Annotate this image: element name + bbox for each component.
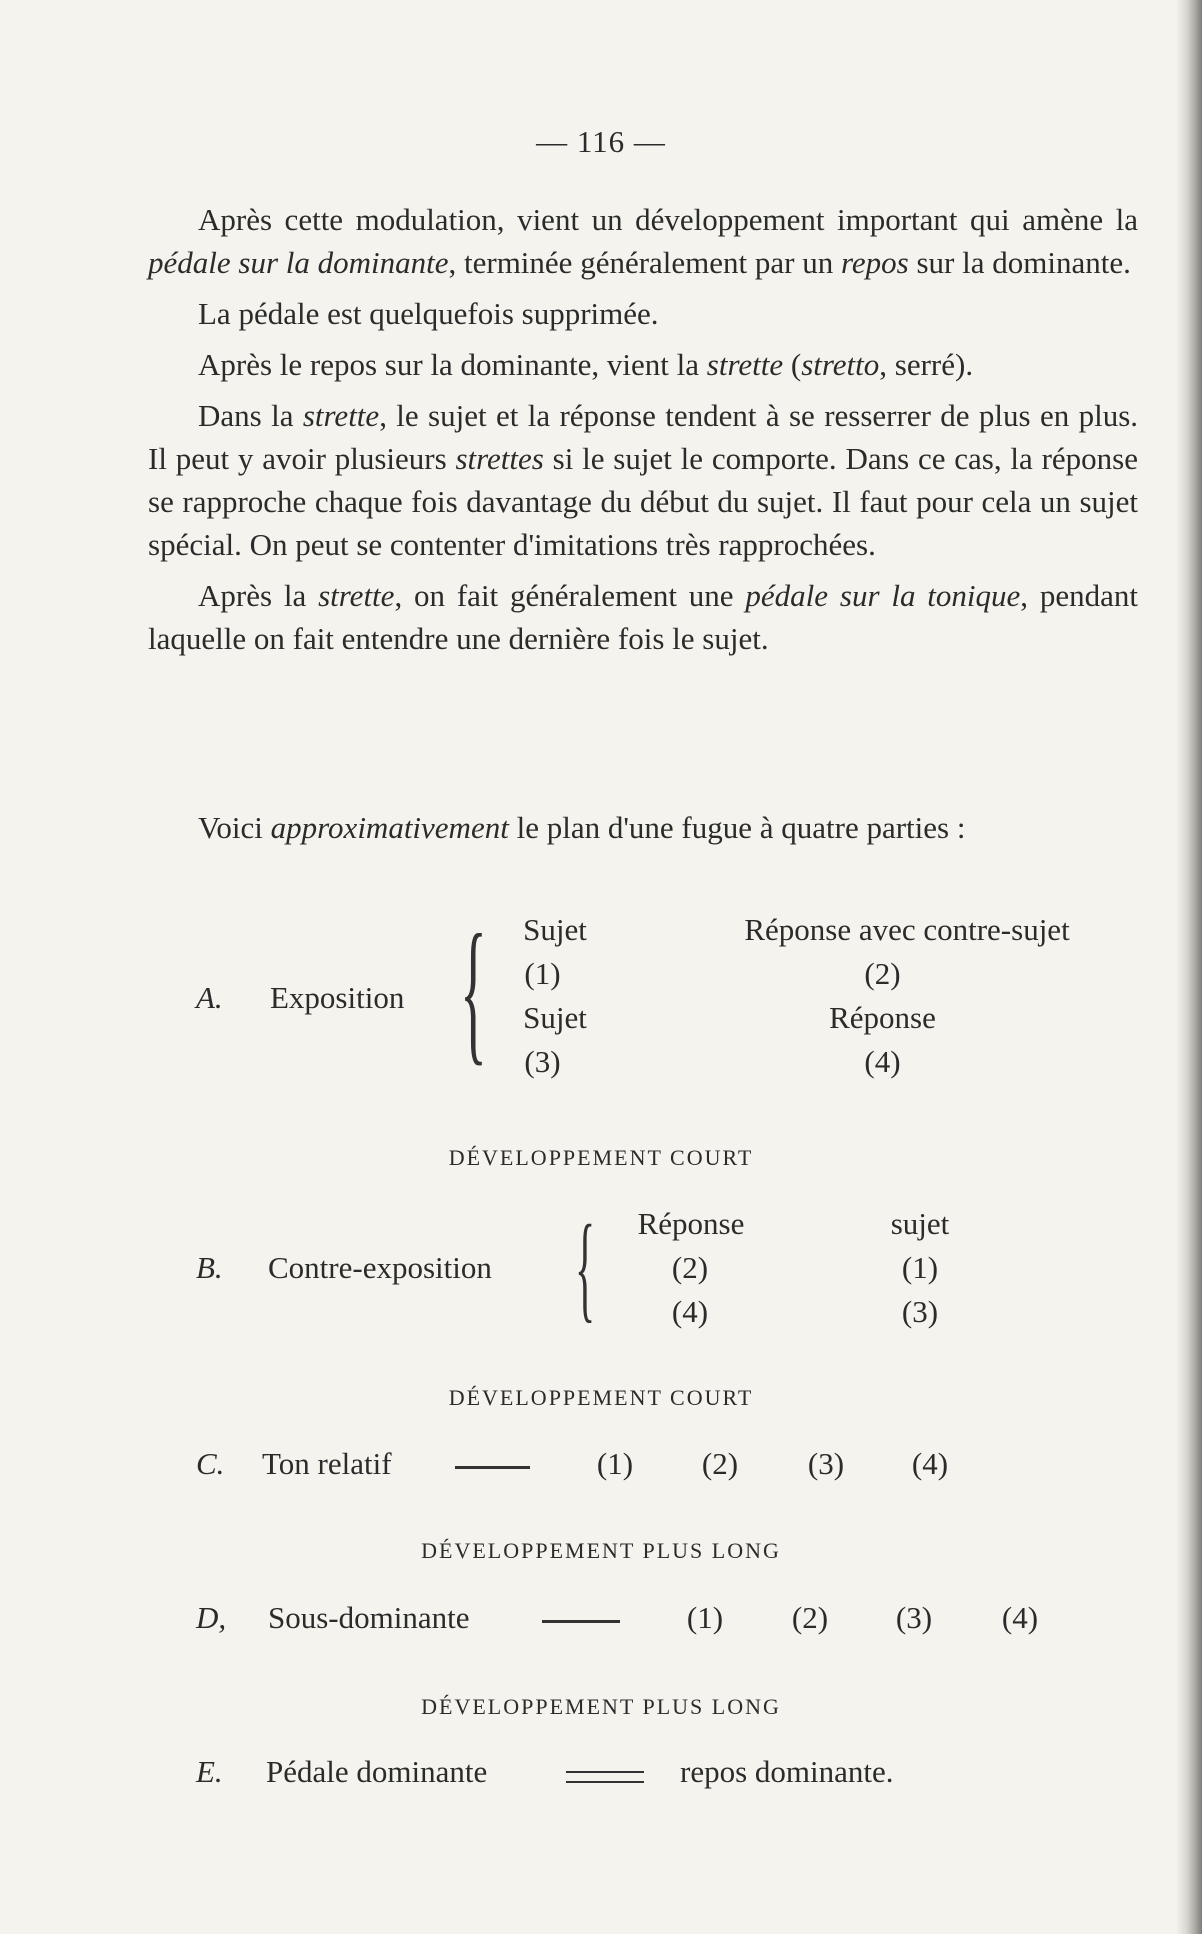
italic-term: approximativement [270, 810, 509, 845]
exposition-col1-row2: (1) [524, 956, 561, 991]
paragraph [148, 574, 1138, 660]
sous-dominante-item: (1) [686, 1600, 724, 1635]
contre-exposition-col1-row3: (4) [671, 1294, 709, 1329]
text-run: Après la [198, 578, 319, 613]
section-label-contre-exposition: Contre-exposition [268, 1250, 492, 1285]
text-run: , pendant laquelle on fait entendre une dernière fois le sujet. [148, 578, 1139, 656]
text-run: sur la dominante. [908, 245, 1131, 280]
sous-dominante-item: (2) [791, 1600, 829, 1635]
exposition-col2-row2: (2) [864, 956, 901, 991]
section-label-exposition: Exposition [270, 980, 405, 1015]
text-run: ( [783, 347, 802, 382]
pedale-dominante-result: repos dominante. [680, 1754, 894, 1789]
exposition-col1-row1: Sujet [523, 912, 587, 947]
paragraph [148, 394, 1138, 566]
exposition-col2-row3: Réponse [829, 1000, 936, 1035]
text-run: Après le repos sur la dominante, vient la [198, 347, 707, 382]
ton-relatif-item: (3) [807, 1446, 845, 1481]
paragraph [148, 806, 1138, 849]
italic-term: strette [318, 578, 395, 613]
brace: { [460, 901, 487, 1079]
body-text [148, 198, 1138, 660]
italic-term: strette [706, 347, 784, 382]
paragraph [148, 292, 1138, 335]
section-letter-d: D, [196, 1600, 227, 1635]
italic-term: strette [302, 398, 380, 433]
italic-term: pédale sur la dominante [148, 245, 449, 280]
ton-relatif-item: (2) [701, 1446, 739, 1481]
sous-dominante-item: (4) [1001, 1600, 1039, 1635]
contre-exposition-col2-row2: (1) [901, 1250, 939, 1285]
italic-term: pédale sur la tonique [745, 578, 1021, 613]
text-run: La pédale est quelquefois supprimée. [198, 296, 659, 331]
contre-exposition-col2-row3: (3) [901, 1294, 939, 1329]
dash-connector [542, 1620, 620, 1623]
exposition-col2-row1: Réponse avec contre-sujet [744, 912, 1070, 947]
contre-exposition-col2-row1: sujet [890, 1206, 950, 1241]
text-run: , on fait généralement une [394, 578, 746, 613]
italic-term: repos [840, 245, 909, 280]
dash-connector [455, 1466, 530, 1469]
exposition-col2-row4: (4) [864, 1044, 901, 1079]
contre-exposition-col1-row2: (2) [671, 1250, 709, 1285]
brace: { [575, 1200, 596, 1333]
page-number: — 116 — [536, 124, 666, 159]
exposition-col1-row3: Sujet [523, 1000, 587, 1035]
paragraph [148, 198, 1138, 284]
text-run: , terminée généralement par un [448, 245, 841, 280]
double-dash-connector [566, 1771, 644, 1783]
section-letter-e: E. [196, 1754, 223, 1789]
text-run: Après cette modulation, vient un développement important qui amène la [198, 202, 1138, 237]
section-heading: DÉVELOPPEMENT COURT [448, 1145, 754, 1170]
text-run: si le sujet le comporte. Dans ce cas, la réponse se rapproche chaque fois davantage du début du sujet. Il faut pour cela un sujet spécial. On peut se contenter d'imitations très rapprochées. [148, 441, 1138, 562]
ton-relatif-item: (1) [596, 1446, 634, 1481]
text-run: le plan d'une fugue à quatre parties : [508, 810, 966, 845]
italic-term: strettes [455, 441, 544, 476]
plan-intro [148, 806, 1138, 849]
text-run: , le sujet et la réponse tendent à se resserrer de plus en plus. Il peut y avoir plusieurs [148, 398, 1139, 476]
section-letter-a: A. [196, 980, 223, 1015]
section-heading: DÉVELOPPEMENT PLUS LONG [421, 1538, 781, 1563]
ton-relatif-item: (4) [911, 1446, 949, 1481]
section-heading: DÉVELOPPEMENT PLUS LONG [421, 1694, 781, 1719]
section-label-sous-dominante: Sous-dominante [268, 1600, 470, 1635]
contre-exposition-col1-row1: Réponse [637, 1206, 745, 1241]
text-run: Voici [198, 810, 271, 845]
exposition-col1-row4: (3) [524, 1044, 561, 1079]
sous-dominante-item: (3) [895, 1600, 933, 1635]
text-run: , serré). [879, 347, 974, 382]
italic-term: stretto [801, 347, 880, 382]
section-label-pedale-dominante: Pédale dominante [266, 1754, 488, 1789]
section-label-ton-relatif: Ton relatif [262, 1446, 392, 1481]
paragraph [148, 343, 1138, 386]
text-run: Dans la [198, 398, 303, 433]
section-letter-c: C. [196, 1446, 225, 1481]
page-edge-shadow [1176, 0, 1202, 1934]
section-heading: DÉVELOPPEMENT COURT [448, 1385, 754, 1410]
section-letter-b: B. [196, 1250, 223, 1285]
